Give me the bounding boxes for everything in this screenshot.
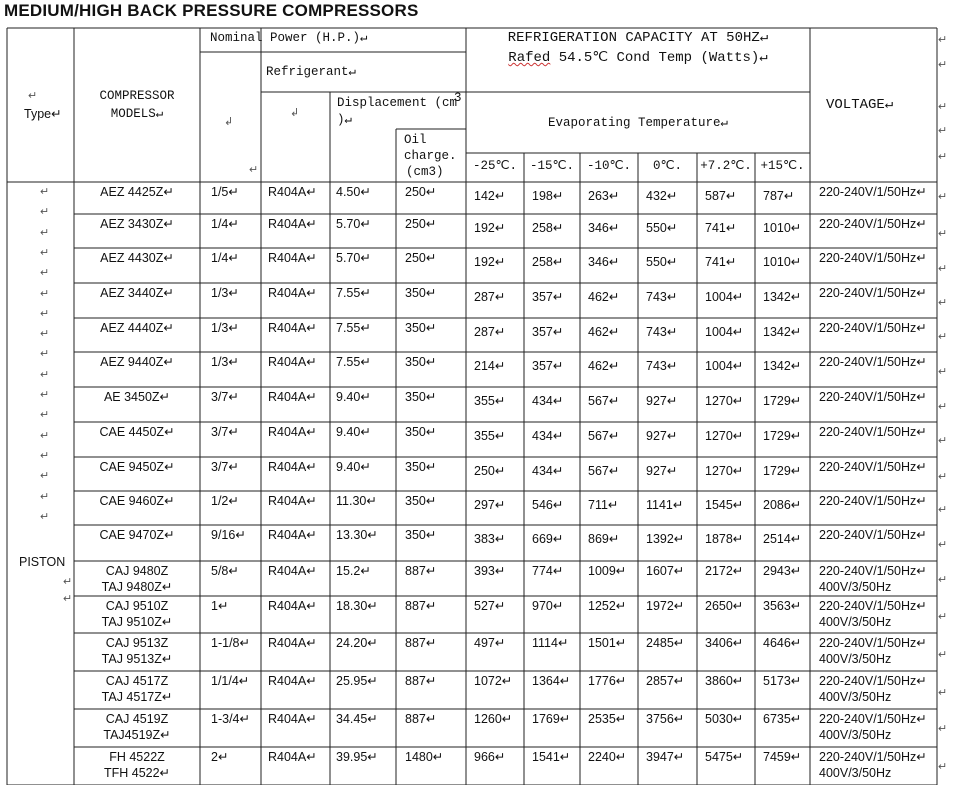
table-row-2-capacity-5: 1010↵ xyxy=(763,255,802,269)
mark-glyph: ↵ xyxy=(40,449,50,462)
mark-glyph: ↵ xyxy=(40,409,50,422)
table-row-4-capacity-1: 357↵ xyxy=(532,325,564,339)
temp-header-3: 0℃. xyxy=(652,159,683,173)
table-row-15-capacity-0: 1260↵ xyxy=(474,712,513,726)
table-row-11-capacity-0: 393↵ xyxy=(474,564,506,578)
table-row-15-voltage-0: 220-240V/1/50Hz↵ xyxy=(819,712,927,726)
mark-glyph: ↵ xyxy=(40,429,50,442)
table-row-14-capacity-5: 5173↵ xyxy=(763,674,802,688)
table-row-12-capacity-0: 527↵ xyxy=(474,599,506,613)
table-row-16-capacity-0: 966↵ xyxy=(474,750,506,764)
table-row-7-hp: 3/7↵ xyxy=(211,425,239,439)
table-row-10-oil: 350↵ xyxy=(405,528,437,542)
table-row-6-model-0: AE 3450Z↵ xyxy=(103,390,171,404)
models-header-line2: MODELS↵ xyxy=(110,107,164,121)
mark-glyph: ↵ xyxy=(40,328,50,341)
table-row-1-displacement: 5.70↵ xyxy=(336,217,371,231)
type-value: PISTON xyxy=(19,555,66,569)
table-row-7-capacity-4: 1270↵ xyxy=(705,429,744,443)
table-row-10-model-0: CAE 9470Z↵ xyxy=(99,528,175,542)
displacement-header-line1: Displacement (cm xyxy=(337,96,458,110)
table-row-8-capacity-0: 250↵ xyxy=(474,464,506,478)
mark-glyph: ↵ xyxy=(938,263,948,275)
table-row-10-capacity-2: 869↵ xyxy=(588,532,620,546)
table-row-3-hp: 1/3↵ xyxy=(211,286,239,300)
mark-glyph: ↵ xyxy=(40,206,50,219)
table-row-9-capacity-4: 1545↵ xyxy=(705,498,744,512)
table-row-11-voltage-0: 220-240V/1/50Hz↵ xyxy=(819,564,927,578)
table-row-7-capacity-1: 434↵ xyxy=(532,429,564,443)
table-row-14-model-0: CAJ 4517Z xyxy=(105,674,169,688)
table-row-3-oil: 350↵ xyxy=(405,286,437,300)
table-row-9-refrigerant: R404A↵ xyxy=(268,494,317,508)
table-row-2-oil: 250↵ xyxy=(405,251,437,265)
mark-glyph: ↵ xyxy=(40,490,50,503)
mark-glyph: ↵ xyxy=(938,504,948,516)
table-row-4-hp: 1/3↵ xyxy=(211,321,239,335)
table-row-0-capacity-5: 787↵ xyxy=(763,189,795,203)
table-row-15-capacity-1: 1769↵ xyxy=(532,712,571,726)
mark-glyph: ↵ xyxy=(938,125,948,137)
table-row-15-refrigerant: R404A↵ xyxy=(268,712,317,726)
table-row-2-capacity-2: 346↵ xyxy=(588,255,620,269)
table-row-10-hp: 9/16↵ xyxy=(211,528,246,542)
table-row-6-capacity-5: 1729↵ xyxy=(763,394,802,408)
table-row-2-voltage-0: 220-240V/1/50Hz↵ xyxy=(819,251,927,265)
table-row-2-displacement: 5.70↵ xyxy=(336,251,371,265)
mark-glyph: ↵ xyxy=(938,191,948,203)
table-row-11-capacity-3: 1607↵ xyxy=(646,564,685,578)
table-row-0-refrigerant: R404A↵ xyxy=(268,185,317,199)
table-row-1-capacity-5: 1010↵ xyxy=(763,221,802,235)
table-row-1-oil: 250↵ xyxy=(405,217,437,231)
mark-glyph: ↵ xyxy=(938,471,948,483)
table-row-3-capacity-4: 1004↵ xyxy=(705,290,744,304)
mark-glyph: ↵ xyxy=(40,186,50,198)
table-row-6-capacity-0: 355↵ xyxy=(474,394,506,408)
table-row-14-capacity-1: 1364↵ xyxy=(532,674,571,688)
capacity-header-line2 xyxy=(466,51,810,65)
table-row-13-capacity-4: 3406↵ xyxy=(705,636,744,650)
table-row-16-refrigerant: R404A↵ xyxy=(268,750,317,764)
table-row-2-refrigerant: R404A↵ xyxy=(268,251,317,265)
table-row-9-model-0: CAE 9460Z↵ xyxy=(99,494,175,508)
table-row-16-voltage-0: 220-240V/1/50Hz↵ xyxy=(819,750,927,764)
table-row-11-capacity-2: 1009↵ xyxy=(588,564,627,578)
table-row-1-capacity-2: 346↵ xyxy=(588,221,620,235)
table-row-6-capacity-2: 567↵ xyxy=(588,394,620,408)
table-row-11-oil: 887↵ xyxy=(405,564,437,578)
mark-glyph: ↵ xyxy=(938,611,948,623)
mark-glyph: ↵ xyxy=(938,59,948,71)
table-row-4-capacity-0: 287↵ xyxy=(474,325,506,339)
mark-glyph: ↲ xyxy=(290,107,300,119)
table-row-8-capacity-1: 434↵ xyxy=(532,464,564,478)
table-row-4-capacity-4: 1004↵ xyxy=(705,325,744,339)
table-row-0-model-0: AEZ 4425Z↵ xyxy=(100,185,174,199)
table-row-15-hp: 1-3/4↵ xyxy=(211,712,250,726)
table-row-7-refrigerant: R404A↵ xyxy=(268,425,317,439)
table-row-11-capacity-4: 2172↵ xyxy=(705,564,744,578)
table-row-4-capacity-5: 1342↵ xyxy=(763,325,802,339)
table-row-1-capacity-1: 258↵ xyxy=(532,221,564,235)
table-row-6-voltage-0: 220-240V/1/50Hz↵ xyxy=(819,390,927,404)
table-row-11-model-1: TAJ 9480Z↵ xyxy=(101,580,173,594)
table-row-8-displacement: 9.40↵ xyxy=(336,460,371,474)
table-row-12-model-0: CAJ 9510Z xyxy=(105,599,169,613)
table-row-2-capacity-3: 550↵ xyxy=(646,255,678,269)
table-row-0-hp: 1/5↵ xyxy=(211,185,239,199)
mark-glyph: ↵ xyxy=(40,389,50,401)
table-row-3-capacity-5: 1342↵ xyxy=(763,290,802,304)
oil-header-line2: charge. xyxy=(404,149,457,163)
table-row-12-model-1: TAJ 9510Z↵ xyxy=(101,615,173,629)
table-row-9-voltage-0: 220-240V/1/50Hz↵ xyxy=(819,494,927,508)
table-row-15-capacity-5: 6735↵ xyxy=(763,712,802,726)
table-row-3-capacity-0: 287↵ xyxy=(474,290,506,304)
table-row-12-voltage-1: 400V/3/50Hz xyxy=(819,615,892,629)
table-row-1-capacity-4: 741↵ xyxy=(705,221,737,235)
table-row-9-capacity-3: 1141↵ xyxy=(646,498,684,512)
table-row-6-oil: 350↵ xyxy=(405,390,437,404)
table-row-12-capacity-2: 1252↵ xyxy=(588,599,627,613)
mark-glyph: ↵ xyxy=(40,267,50,280)
table-row-16-displacement: 39.95↵ xyxy=(336,750,378,764)
table-row-5-capacity-3: 743↵ xyxy=(646,359,678,373)
mark-glyph: ↵ xyxy=(938,297,948,309)
mark-glyph: ↵ xyxy=(40,287,50,300)
mark-glyph: ↵ xyxy=(938,331,948,343)
table-row-5-voltage-0: 220-240V/1/50Hz↵ xyxy=(819,355,927,369)
table-row-8-capacity-2: 567↵ xyxy=(588,464,620,478)
table-row-10-displacement: 13.30↵ xyxy=(336,528,378,542)
temp-header-5: +15℃. xyxy=(760,159,805,173)
table-row-5-model-0: AEZ 9440Z↵ xyxy=(100,355,174,369)
page-title: MEDIUM/HIGH BACK PRESSURE COMPRESSORS xyxy=(4,1,419,20)
table-row-10-capacity-1: 669↵ xyxy=(532,532,564,546)
table-row-11-capacity-1: 774↵ xyxy=(532,564,564,578)
table-row-1-hp: 1/4↵ xyxy=(211,217,239,231)
table-row-14-oil: 887↵ xyxy=(405,674,437,688)
table-row-3-capacity-2: 462↵ xyxy=(588,290,620,304)
table-row-5-capacity-0: 214↵ xyxy=(474,359,506,373)
table-row-4-capacity-3: 743↵ xyxy=(646,325,678,339)
table-row-16-hp: 2↵ xyxy=(211,750,229,764)
table-row-14-model-1: TAJ 4517Z↵ xyxy=(101,690,173,704)
mark-glyph: ↵ xyxy=(938,574,948,586)
table-row-7-displacement: 9.40↵ xyxy=(336,425,371,439)
table-row-4-refrigerant: R404A↵ xyxy=(268,321,317,335)
table-row-4-voltage-0: 220-240V/1/50Hz↵ xyxy=(819,321,927,335)
table-row-1-capacity-3: 550↵ xyxy=(646,221,678,235)
table-row-13-model-0: CAJ 9513Z xyxy=(105,636,169,650)
table-row-10-capacity-0: 383↵ xyxy=(474,532,506,546)
mark-glyph: ↵ xyxy=(938,435,948,447)
table-row-7-capacity-2: 567↵ xyxy=(588,429,620,443)
table-row-5-hp: 1/3↵ xyxy=(211,355,239,369)
table-row-8-capacity-4: 1270↵ xyxy=(705,464,744,478)
displacement-header-sup: 3 xyxy=(454,91,462,105)
table-row-5-displacement: 7.55↵ xyxy=(336,355,371,369)
table-row-5-capacity-1: 357↵ xyxy=(532,359,564,373)
displacement-header-line2: )↵ xyxy=(337,113,353,127)
refrigerant-header: Refrigerant↵ xyxy=(266,65,357,79)
table-row-11-displacement: 15.2↵ xyxy=(336,564,371,578)
table-row-2-capacity-4: 741↵ xyxy=(705,255,737,269)
table-row-13-capacity-3: 2485↵ xyxy=(646,636,685,650)
table-row-14-voltage-0: 220-240V/1/50Hz↵ xyxy=(819,674,927,688)
evaporating-header: Evaporating Temperature↵ xyxy=(547,116,729,130)
table-row-0-capacity-2: 263↵ xyxy=(588,189,620,203)
oil-header-line3: (cm3) xyxy=(406,165,444,179)
mark-glyph: ↵ xyxy=(40,307,50,320)
table-row-13-capacity-0: 497↵ xyxy=(474,636,506,650)
table-row-16-capacity-3: 3947↵ xyxy=(646,750,685,764)
table-row-1-refrigerant: R404A↵ xyxy=(268,217,317,231)
table-row-13-capacity-1: 1114↵ xyxy=(532,636,569,650)
table-row-10-refrigerant: R404A↵ xyxy=(268,528,317,542)
mark-glyph: ↵ xyxy=(938,761,948,773)
table-row-15-oil: 887↵ xyxy=(405,712,437,726)
table-row-16-capacity-4: 5475↵ xyxy=(705,750,744,764)
table-row-10-capacity-4: 1878↵ xyxy=(705,532,744,546)
table-row-8-capacity-5: 1729↵ xyxy=(763,464,802,478)
capacity-header-rest: 54.5℃ Cond Temp (Watts)↵ xyxy=(550,50,768,66)
oil-header-line1: Oil xyxy=(404,133,427,147)
models-header-line1: COMPRESSOR xyxy=(99,89,175,103)
table-row-2-capacity-0: 192↵ xyxy=(474,255,506,269)
table-row-14-capacity-0: 1072↵ xyxy=(474,674,513,688)
table-row-11-refrigerant: R404A↵ xyxy=(268,564,317,578)
mark-glyph: ↵ xyxy=(63,593,73,605)
type-header: Type↵ xyxy=(24,107,62,121)
mark-glyph: ↵ xyxy=(40,246,50,259)
mark-glyph: ↵ xyxy=(40,510,50,523)
table-row-7-capacity-5: 1729↵ xyxy=(763,429,802,443)
table-row-5-refrigerant: R404A↵ xyxy=(268,355,317,369)
table-row-3-displacement: 7.55↵ xyxy=(336,286,371,300)
table-row-13-displacement: 24.20↵ xyxy=(336,636,378,650)
table-row-7-oil: 350↵ xyxy=(405,425,437,439)
table-row-12-capacity-4: 2650↵ xyxy=(705,599,744,613)
table-row-12-displacement: 18.30↵ xyxy=(336,599,378,613)
table-row-4-oil: 350↵ xyxy=(405,321,437,335)
table-row-0-capacity-1: 198↵ xyxy=(532,189,564,203)
table-row-8-refrigerant: R404A↵ xyxy=(268,460,317,474)
table-row-14-refrigerant: R404A↵ xyxy=(268,674,317,688)
table-row-9-oil: 350↵ xyxy=(405,494,437,508)
mark-glyph: ↵ xyxy=(938,723,948,735)
table-row-5-capacity-2: 462↵ xyxy=(588,359,620,373)
table-row-12-capacity-5: 3563↵ xyxy=(763,599,802,613)
temp-header-4: +7.2℃. xyxy=(700,159,752,173)
table-row-12-voltage-0: 220-240V/1/50Hz↵ xyxy=(819,599,927,613)
table-row-12-capacity-1: 970↵ xyxy=(532,599,564,613)
table-row-15-displacement: 34.45↵ xyxy=(336,712,378,726)
table-row-3-capacity-1: 357↵ xyxy=(532,290,564,304)
table-row-3-voltage-0: 220-240V/1/50Hz↵ xyxy=(819,286,927,300)
mark-glyph: ↵ xyxy=(938,539,948,551)
mark-glyph: ↵ xyxy=(938,649,948,661)
table-row-0-displacement: 4.50↵ xyxy=(336,185,371,199)
mark-glyph: ↵ xyxy=(938,228,948,240)
table-row-11-voltage-1: 400V/3/50Hz xyxy=(819,580,892,594)
mark-glyph: ↵ xyxy=(40,348,50,361)
temp-header-1: -15℃. xyxy=(529,159,575,173)
table-row-13-capacity-2: 1501↵ xyxy=(588,636,627,650)
temp-header-2: -10℃. xyxy=(586,159,632,173)
table-row-7-model-0: CAE 4450Z↵ xyxy=(99,425,175,439)
table-row-0-capacity-3: 432↵ xyxy=(646,189,678,203)
mark-glyph: ↵ xyxy=(63,576,73,588)
table-row-8-capacity-3: 927↵ xyxy=(646,464,678,478)
mark-glyph: ↵ xyxy=(938,101,948,113)
table-row-16-capacity-5: 7459↵ xyxy=(763,750,802,764)
table-row-9-displacement: 11.30↵ xyxy=(336,494,377,508)
capacity-header-line1: REFRIGERATION CAPACITY AT 50HZ↵ xyxy=(507,30,769,46)
table-row-7-voltage-0: 220-240V/1/50Hz↵ xyxy=(819,425,927,439)
table-row-12-capacity-3: 1972↵ xyxy=(646,599,685,613)
table-row-5-capacity-5: 1342↵ xyxy=(763,359,802,373)
mark-glyph: ↵ xyxy=(938,401,948,413)
table-row-9-capacity-0: 297↵ xyxy=(474,498,506,512)
table-row-1-voltage-0: 220-240V/1/50Hz↵ xyxy=(819,217,927,231)
table-row-2-hp: 1/4↵ xyxy=(211,251,239,265)
table-row-16-model-0: FH 4522Z xyxy=(109,750,165,764)
mark-glyph: ↵ xyxy=(40,226,50,239)
table-row-11-model-0: CAJ 9480Z xyxy=(105,564,169,578)
temp-header-0: -25℃. xyxy=(472,159,518,173)
table-row-6-hp: 3/7↵ xyxy=(211,390,239,404)
table-row-9-capacity-1: 546↵ xyxy=(532,498,564,512)
table-row-9-hp: 1/2↵ xyxy=(211,494,239,508)
table-row-13-oil: 887↵ xyxy=(405,636,437,650)
table-row-7-capacity-0: 355↵ xyxy=(474,429,506,443)
table-row-14-capacity-3: 2857↵ xyxy=(646,674,685,688)
table-row-12-oil: 887↵ xyxy=(405,599,437,613)
table-row-5-capacity-4: 1004↵ xyxy=(705,359,744,373)
table-row-3-capacity-3: 743↵ xyxy=(646,290,678,304)
nominal-power-header: Nominal Power (H.P.)↵ xyxy=(210,31,368,45)
table-row-5-oil: 350↵ xyxy=(405,355,437,369)
table-row-14-displacement: 25.95↵ xyxy=(336,674,378,688)
table-row-11-capacity-5: 2943↵ xyxy=(763,564,802,578)
table-row-12-hp: 1↵ xyxy=(211,599,229,613)
table-row-2-capacity-1: 258↵ xyxy=(532,255,564,269)
table-row-1-capacity-0: 192↵ xyxy=(474,221,506,235)
table-row-14-capacity-2: 1776↵ xyxy=(588,674,627,688)
mark-glyph: ↵ xyxy=(28,90,38,102)
table-row-4-model-0: AEZ 4440Z↵ xyxy=(100,321,174,335)
mark-glyph: ↵ xyxy=(40,470,50,483)
mark-glyph: ↲ xyxy=(224,116,234,128)
table-row-13-hp: 1-1/8↵ xyxy=(211,636,250,650)
voltage-header: VOLTAGE↵ xyxy=(826,97,894,113)
table-row-12-refrigerant: R404A↵ xyxy=(268,599,317,613)
table-row-14-capacity-4: 3860↵ xyxy=(705,674,744,688)
table-row-8-hp: 3/7↵ xyxy=(211,460,239,474)
table-row-0-voltage-0: 220-240V/1/50Hz↵ xyxy=(819,185,927,199)
table-row-8-voltage-0: 220-240V/1/50Hz↵ xyxy=(819,460,927,474)
capacity-header-word: Rafed xyxy=(508,50,551,66)
table-row-13-voltage-1: 400V/3/50Hz xyxy=(819,652,892,666)
table-row-14-voltage-1: 400V/3/50Hz xyxy=(819,690,892,704)
table-row-16-capacity-1: 1541↵ xyxy=(532,750,571,764)
table-row-0-capacity-4: 587↵ xyxy=(705,189,737,203)
table-row-15-model-0: CAJ 4519Z xyxy=(105,712,169,726)
table-row-7-capacity-3: 927↵ xyxy=(646,429,678,443)
mark-glyph: ↵ xyxy=(938,366,948,378)
table-row-16-oil: 1480↵ xyxy=(405,750,444,764)
table-row-15-model-1: TAJ4519Z↵ xyxy=(103,728,171,742)
table-row-13-model-1: TAJ 9513Z↵ xyxy=(101,652,173,666)
table-row-3-model-0: AEZ 3440Z↵ xyxy=(100,286,174,300)
table-row-6-capacity-1: 434↵ xyxy=(532,394,564,408)
table-row-4-capacity-2: 462↵ xyxy=(588,325,620,339)
table-row-13-capacity-5: 4646↵ xyxy=(763,636,802,650)
table-row-4-displacement: 7.55↵ xyxy=(336,321,371,335)
table-row-0-capacity-0: 142↵ xyxy=(474,189,506,203)
table-row-8-oil: 350↵ xyxy=(405,460,437,474)
table-row-13-voltage-0: 220-240V/1/50Hz↵ xyxy=(819,636,927,650)
table-row-3-refrigerant: R404A↵ xyxy=(268,286,317,300)
table-row-16-voltage-1: 400V/3/50Hz xyxy=(819,766,892,780)
table-row-10-capacity-5: 2514↵ xyxy=(763,532,802,546)
table-row-16-model-1: TFH 4522↵ xyxy=(103,766,171,780)
table-row-6-refrigerant: R404A↵ xyxy=(268,390,317,404)
mark-glyph: ↵ xyxy=(249,164,259,176)
mark-glyph: ↵ xyxy=(938,34,948,46)
table-row-2-model-0: AEZ 4430Z↵ xyxy=(100,251,174,265)
table-row-6-capacity-4: 1270↵ xyxy=(705,394,744,408)
mark-glyph: ↵ xyxy=(938,151,948,163)
table-row-11-hp: 5/8↵ xyxy=(211,564,239,578)
table-row-9-capacity-5: 2086↵ xyxy=(763,498,802,512)
table-row-0-oil: 250↵ xyxy=(405,185,437,199)
table-row-13-refrigerant: R404A↵ xyxy=(268,636,317,650)
table-row-1-model-0: AEZ 3430Z↵ xyxy=(100,217,174,231)
table-row-15-voltage-1: 400V/3/50Hz xyxy=(819,728,892,742)
table-row-9-capacity-2: 711↵ xyxy=(588,498,619,512)
table-row-15-capacity-4: 5030↵ xyxy=(705,712,744,726)
table-row-15-capacity-3: 3756↵ xyxy=(646,712,685,726)
table-row-10-voltage-0: 220-240V/1/50Hz↵ xyxy=(819,528,927,542)
table-row-6-capacity-3: 927↵ xyxy=(646,394,678,408)
table-row-15-capacity-2: 2535↵ xyxy=(588,712,627,726)
mark-glyph: ↵ xyxy=(938,687,948,699)
table-row-10-capacity-3: 1392↵ xyxy=(646,532,685,546)
mark-glyph: ↵ xyxy=(40,368,50,381)
table-row-6-displacement: 9.40↵ xyxy=(336,390,371,404)
table-row-16-capacity-2: 2240↵ xyxy=(588,750,627,764)
table-row-8-model-0: CAE 9450Z↵ xyxy=(99,460,175,474)
table-row-14-hp: 1/1/4↵ xyxy=(211,674,250,688)
